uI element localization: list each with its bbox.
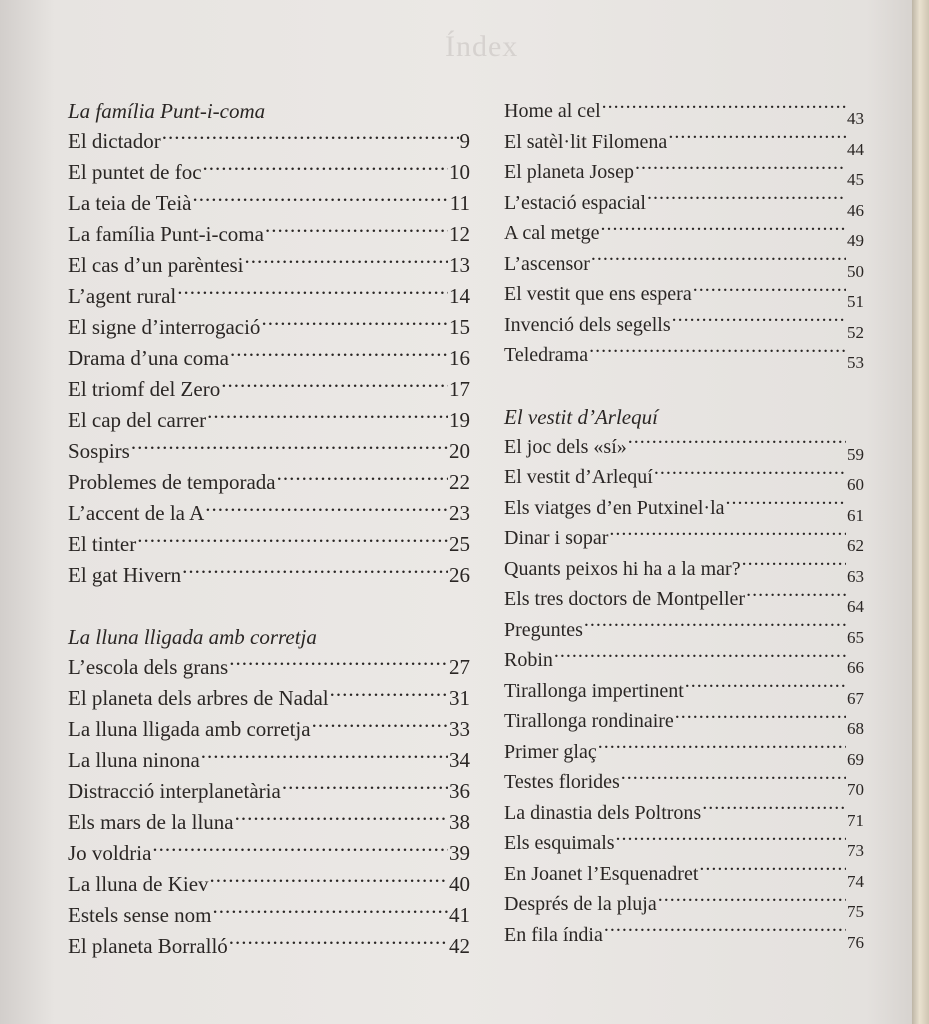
dot-leader <box>182 561 448 582</box>
entry-title: La dinastia dels Poltrons <box>504 801 702 824</box>
dot-leader <box>635 158 846 178</box>
toc-entry <box>68 931 470 962</box>
dot-leader <box>742 555 846 575</box>
dot-leader <box>203 158 448 179</box>
section-heading: El vestit d’Arlequí <box>504 404 658 429</box>
entry-page-number: 26 <box>449 563 470 587</box>
entry-page-number: 22 <box>449 470 470 494</box>
toc-entry <box>68 838 470 869</box>
entry-page-number: 23 <box>449 501 470 525</box>
dot-leader <box>658 890 846 910</box>
entry-title: L’ascensor <box>504 252 590 275</box>
page-title: Índex <box>445 30 519 63</box>
entry-page-number: 33 <box>449 717 470 741</box>
dot-leader <box>282 777 448 798</box>
toc-entry <box>504 676 864 707</box>
dot-leader <box>693 280 846 300</box>
dot-leader <box>212 901 448 922</box>
dot-leader <box>598 738 846 758</box>
dot-leader <box>207 406 448 427</box>
entry-page-number: 51 <box>847 292 864 311</box>
dot-leader <box>330 684 448 705</box>
dot-leader <box>672 311 846 331</box>
entry-title: Robin <box>504 649 553 671</box>
entry-title: Després de la pluja <box>504 893 657 915</box>
dot-leader <box>137 530 448 551</box>
dot-leader <box>265 220 448 241</box>
toc-entry <box>504 798 864 829</box>
entry-title: El dictador <box>68 129 161 153</box>
entry-page-number: 11 <box>449 191 470 215</box>
toc-entry <box>68 312 470 343</box>
entry-title: Tirallonga rondinaire <box>504 710 674 732</box>
toc-entry <box>504 706 864 737</box>
entry-page-number: 70 <box>847 780 864 799</box>
toc-entry <box>68 250 470 281</box>
entry-page-number: 65 <box>847 627 864 647</box>
toc-entry <box>504 859 864 890</box>
entry-title: El satèl·lit Filomena <box>504 130 668 153</box>
entry-title: El tinter <box>68 532 137 556</box>
toc-entry <box>504 96 864 127</box>
entry-title: Primer glaç <box>504 740 597 763</box>
dot-leader <box>647 189 846 209</box>
toc-entry <box>504 920 864 951</box>
toc-right-column <box>504 96 864 950</box>
entry-title: La lluna lligada amb corretja <box>68 717 311 741</box>
entry-title: Estels sense nom <box>68 903 212 927</box>
entry-page-number: 61 <box>847 505 864 525</box>
entry-page-number: 27 <box>449 655 470 679</box>
entry-title: El planeta Borralló <box>68 934 228 958</box>
dot-leader <box>177 282 448 303</box>
entry-title: La lluna ninona <box>68 748 200 772</box>
entry-page-number: 15 <box>449 315 470 339</box>
toc-entry <box>68 745 470 776</box>
entry-page-number: 62 <box>847 536 864 555</box>
dot-leader <box>261 313 448 334</box>
entry-title: El planeta dels arbres de Nadal <box>68 686 329 710</box>
toc-entry <box>68 157 470 188</box>
section-heading: La lluna lligada amb corretja <box>68 625 317 649</box>
toc-entry <box>504 493 864 524</box>
toc-entry <box>504 340 864 371</box>
entry-page-number: 17 <box>449 377 470 401</box>
toc-entry <box>68 807 470 838</box>
toc-entry <box>68 281 470 312</box>
toc-entry <box>68 652 470 683</box>
entry-page-number: 45 <box>847 170 864 189</box>
entry-title: El vestit d’Arlequí <box>504 466 653 488</box>
toc-entry <box>68 900 470 931</box>
toc-entry <box>68 560 470 591</box>
entry-title: En fila índia <box>504 923 603 946</box>
dot-leader <box>685 677 846 697</box>
dot-leader <box>229 653 448 674</box>
entry-page-number: 69 <box>847 749 864 769</box>
entry-title: Els tres doctors de Montpeller <box>504 588 746 610</box>
dot-leader <box>205 499 448 520</box>
toc-entry <box>504 432 864 463</box>
dot-leader <box>201 746 448 767</box>
dot-leader <box>152 839 448 860</box>
toc-entry <box>68 219 470 250</box>
dot-leader <box>675 707 846 727</box>
dot-leader <box>235 808 448 829</box>
entry-title: La teia de Teià <box>68 191 192 215</box>
entry-title: El signe d’interrogació <box>68 315 261 339</box>
toc-entry <box>68 343 470 374</box>
dot-leader <box>699 860 846 880</box>
dot-leader <box>221 375 448 396</box>
entry-page-number: 10 <box>449 160 470 184</box>
entry-title: El vestit que ens espera <box>504 283 692 305</box>
dot-leader <box>702 799 846 819</box>
entry-title: El gat Hivern <box>68 563 182 587</box>
entry-page-number: 53 <box>847 353 864 372</box>
entry-page-number: 31 <box>449 686 470 710</box>
entry-page-number: 52 <box>847 322 864 342</box>
entry-page-number: 16 <box>449 346 470 370</box>
toc-entry <box>504 584 864 615</box>
entry-title: Preguntes <box>504 618 583 641</box>
dot-leader <box>609 524 846 544</box>
toc-entry <box>68 529 470 560</box>
entry-title: Tirallonga impertinent <box>504 679 684 702</box>
entry-page-number: 73 <box>847 841 864 860</box>
entry-title: El planeta Josep <box>504 161 634 183</box>
entry-page-number: 12 <box>449 222 470 246</box>
entry-title: La lluna de Kiev <box>68 872 209 896</box>
toc-entry <box>504 889 864 920</box>
entry-page-number: 49 <box>847 231 864 250</box>
entry-title: Teledrama <box>504 344 589 366</box>
entry-page-number: 13 <box>449 253 470 277</box>
dot-leader <box>726 494 846 514</box>
dot-leader <box>312 715 448 736</box>
toc-entry <box>68 374 470 405</box>
entry-page-number: 25 <box>449 532 470 556</box>
toc-entry <box>504 523 864 554</box>
dot-leader <box>591 250 846 270</box>
entry-page-number: 74 <box>847 871 864 891</box>
entry-title: El cas d’un parèntesi <box>68 253 244 277</box>
dot-leader <box>601 219 846 239</box>
entry-title: Els esquimals <box>504 832 615 854</box>
entry-page-number: 39 <box>449 841 470 865</box>
toc-entry <box>68 714 470 745</box>
dot-leader <box>554 646 846 666</box>
entry-page-number: 44 <box>847 139 864 159</box>
entry-title: Sospirs <box>68 439 130 463</box>
toc-entry <box>504 554 864 585</box>
entry-title: El puntet de foc <box>68 160 202 184</box>
entry-page-number: 76 <box>847 932 864 952</box>
section-heading: La família Punt-i-coma <box>68 99 266 123</box>
toc-entry <box>504 828 864 859</box>
entry-title: L’escola dels grans <box>68 655 229 679</box>
entry-page-number: 19 <box>449 408 470 432</box>
dot-leader <box>746 585 846 605</box>
entry-page-number: 34 <box>449 748 470 772</box>
toc-entry <box>68 776 470 807</box>
entry-title: Invenció dels segells <box>504 313 671 336</box>
dot-leader <box>245 251 448 272</box>
entry-title: Problemes de temporada <box>68 470 276 494</box>
entry-page-number: 75 <box>847 902 864 921</box>
toc-entry <box>68 405 470 436</box>
toc-entry <box>504 615 864 646</box>
toc-entry <box>504 767 864 798</box>
entry-page-number: 41 <box>449 903 470 927</box>
dot-leader <box>193 189 449 210</box>
toc-entry <box>504 188 864 219</box>
entry-page-number: 50 <box>847 261 864 281</box>
dot-leader <box>229 932 448 953</box>
dot-leader <box>230 344 448 365</box>
entry-title: Els mars de la lluna <box>68 810 234 834</box>
toc-entry <box>504 218 864 249</box>
dot-leader <box>277 468 448 489</box>
entry-title: El joc dels «sí» <box>504 435 627 458</box>
toc-left-column <box>68 96 470 962</box>
entry-title: Dinar i sopar <box>504 527 609 549</box>
dot-leader <box>162 127 459 148</box>
entry-title: Home al cel <box>504 100 601 122</box>
entry-title: Quants peixos hi ha a la mar? <box>504 557 741 580</box>
entry-page-number: 40 <box>449 872 470 896</box>
entry-page-number: 64 <box>847 597 864 616</box>
entry-page-number: 14 <box>449 284 470 308</box>
dot-leader <box>131 437 448 458</box>
entry-title: L’agent rural <box>68 284 177 308</box>
toc-entry <box>504 462 864 493</box>
entry-page-number: 67 <box>847 688 864 708</box>
toc-entry <box>504 279 864 310</box>
section-gap <box>68 591 470 622</box>
toc-entry <box>504 737 864 768</box>
entry-page-number: 43 <box>847 109 864 128</box>
page-edge <box>912 0 929 1024</box>
entry-title: Distracció interplanetària <box>68 779 281 803</box>
entry-title: El triomf del Zero <box>68 377 221 401</box>
toc-entry <box>504 645 864 676</box>
dot-leader <box>584 616 846 636</box>
toc-entry <box>68 683 470 714</box>
entry-page-number: 68 <box>847 719 864 738</box>
dot-leader <box>621 768 846 788</box>
toc-entry <box>504 310 864 341</box>
entry-page-number: 46 <box>847 200 864 220</box>
entry-title: L’accent de la A <box>68 501 205 525</box>
entry-title: L’estació espacial <box>504 191 646 214</box>
entry-title: A cal metge <box>504 222 600 244</box>
entry-page-number: 63 <box>847 566 864 586</box>
dot-leader <box>602 97 846 117</box>
toc-entry <box>68 188 470 219</box>
entry-title: La família Punt-i-coma <box>68 222 264 246</box>
entry-title: Drama d’una coma <box>68 346 229 370</box>
section-gap <box>504 371 864 402</box>
toc-entry <box>504 157 864 188</box>
toc-entry <box>504 249 864 280</box>
dot-leader <box>628 433 846 453</box>
toc-entry <box>68 467 470 498</box>
entry-page-number: 9 <box>459 129 470 153</box>
entry-title: Jo voldria <box>68 841 152 865</box>
entry-title: Testes florides <box>504 771 620 793</box>
entry-page-number: 38 <box>449 810 470 834</box>
toc-entry <box>504 127 864 158</box>
toc-entry <box>68 126 470 157</box>
entry-title: Els viatges d’en Putxinel·la <box>504 496 725 519</box>
entry-page-number: 59 <box>847 444 864 464</box>
entry-page-number: 20 <box>449 439 470 463</box>
dot-leader <box>589 341 846 361</box>
entry-page-number: 42 <box>449 934 470 958</box>
toc-entry <box>68 436 470 467</box>
dot-leader <box>210 870 448 891</box>
dot-leader <box>654 463 846 483</box>
entry-title: El cap del carrer <box>68 408 207 432</box>
entry-page-number: 66 <box>847 658 864 677</box>
dot-leader <box>616 829 846 849</box>
entry-title: En Joanet l’Esquenadret <box>504 862 699 885</box>
dot-leader <box>604 921 846 941</box>
entry-page-number: 36 <box>449 779 470 803</box>
entry-page-number: 60 <box>847 475 864 494</box>
dot-leader <box>668 128 846 148</box>
toc-entry <box>68 498 470 529</box>
entry-page-number: 71 <box>847 810 864 830</box>
toc-entry <box>68 869 470 900</box>
